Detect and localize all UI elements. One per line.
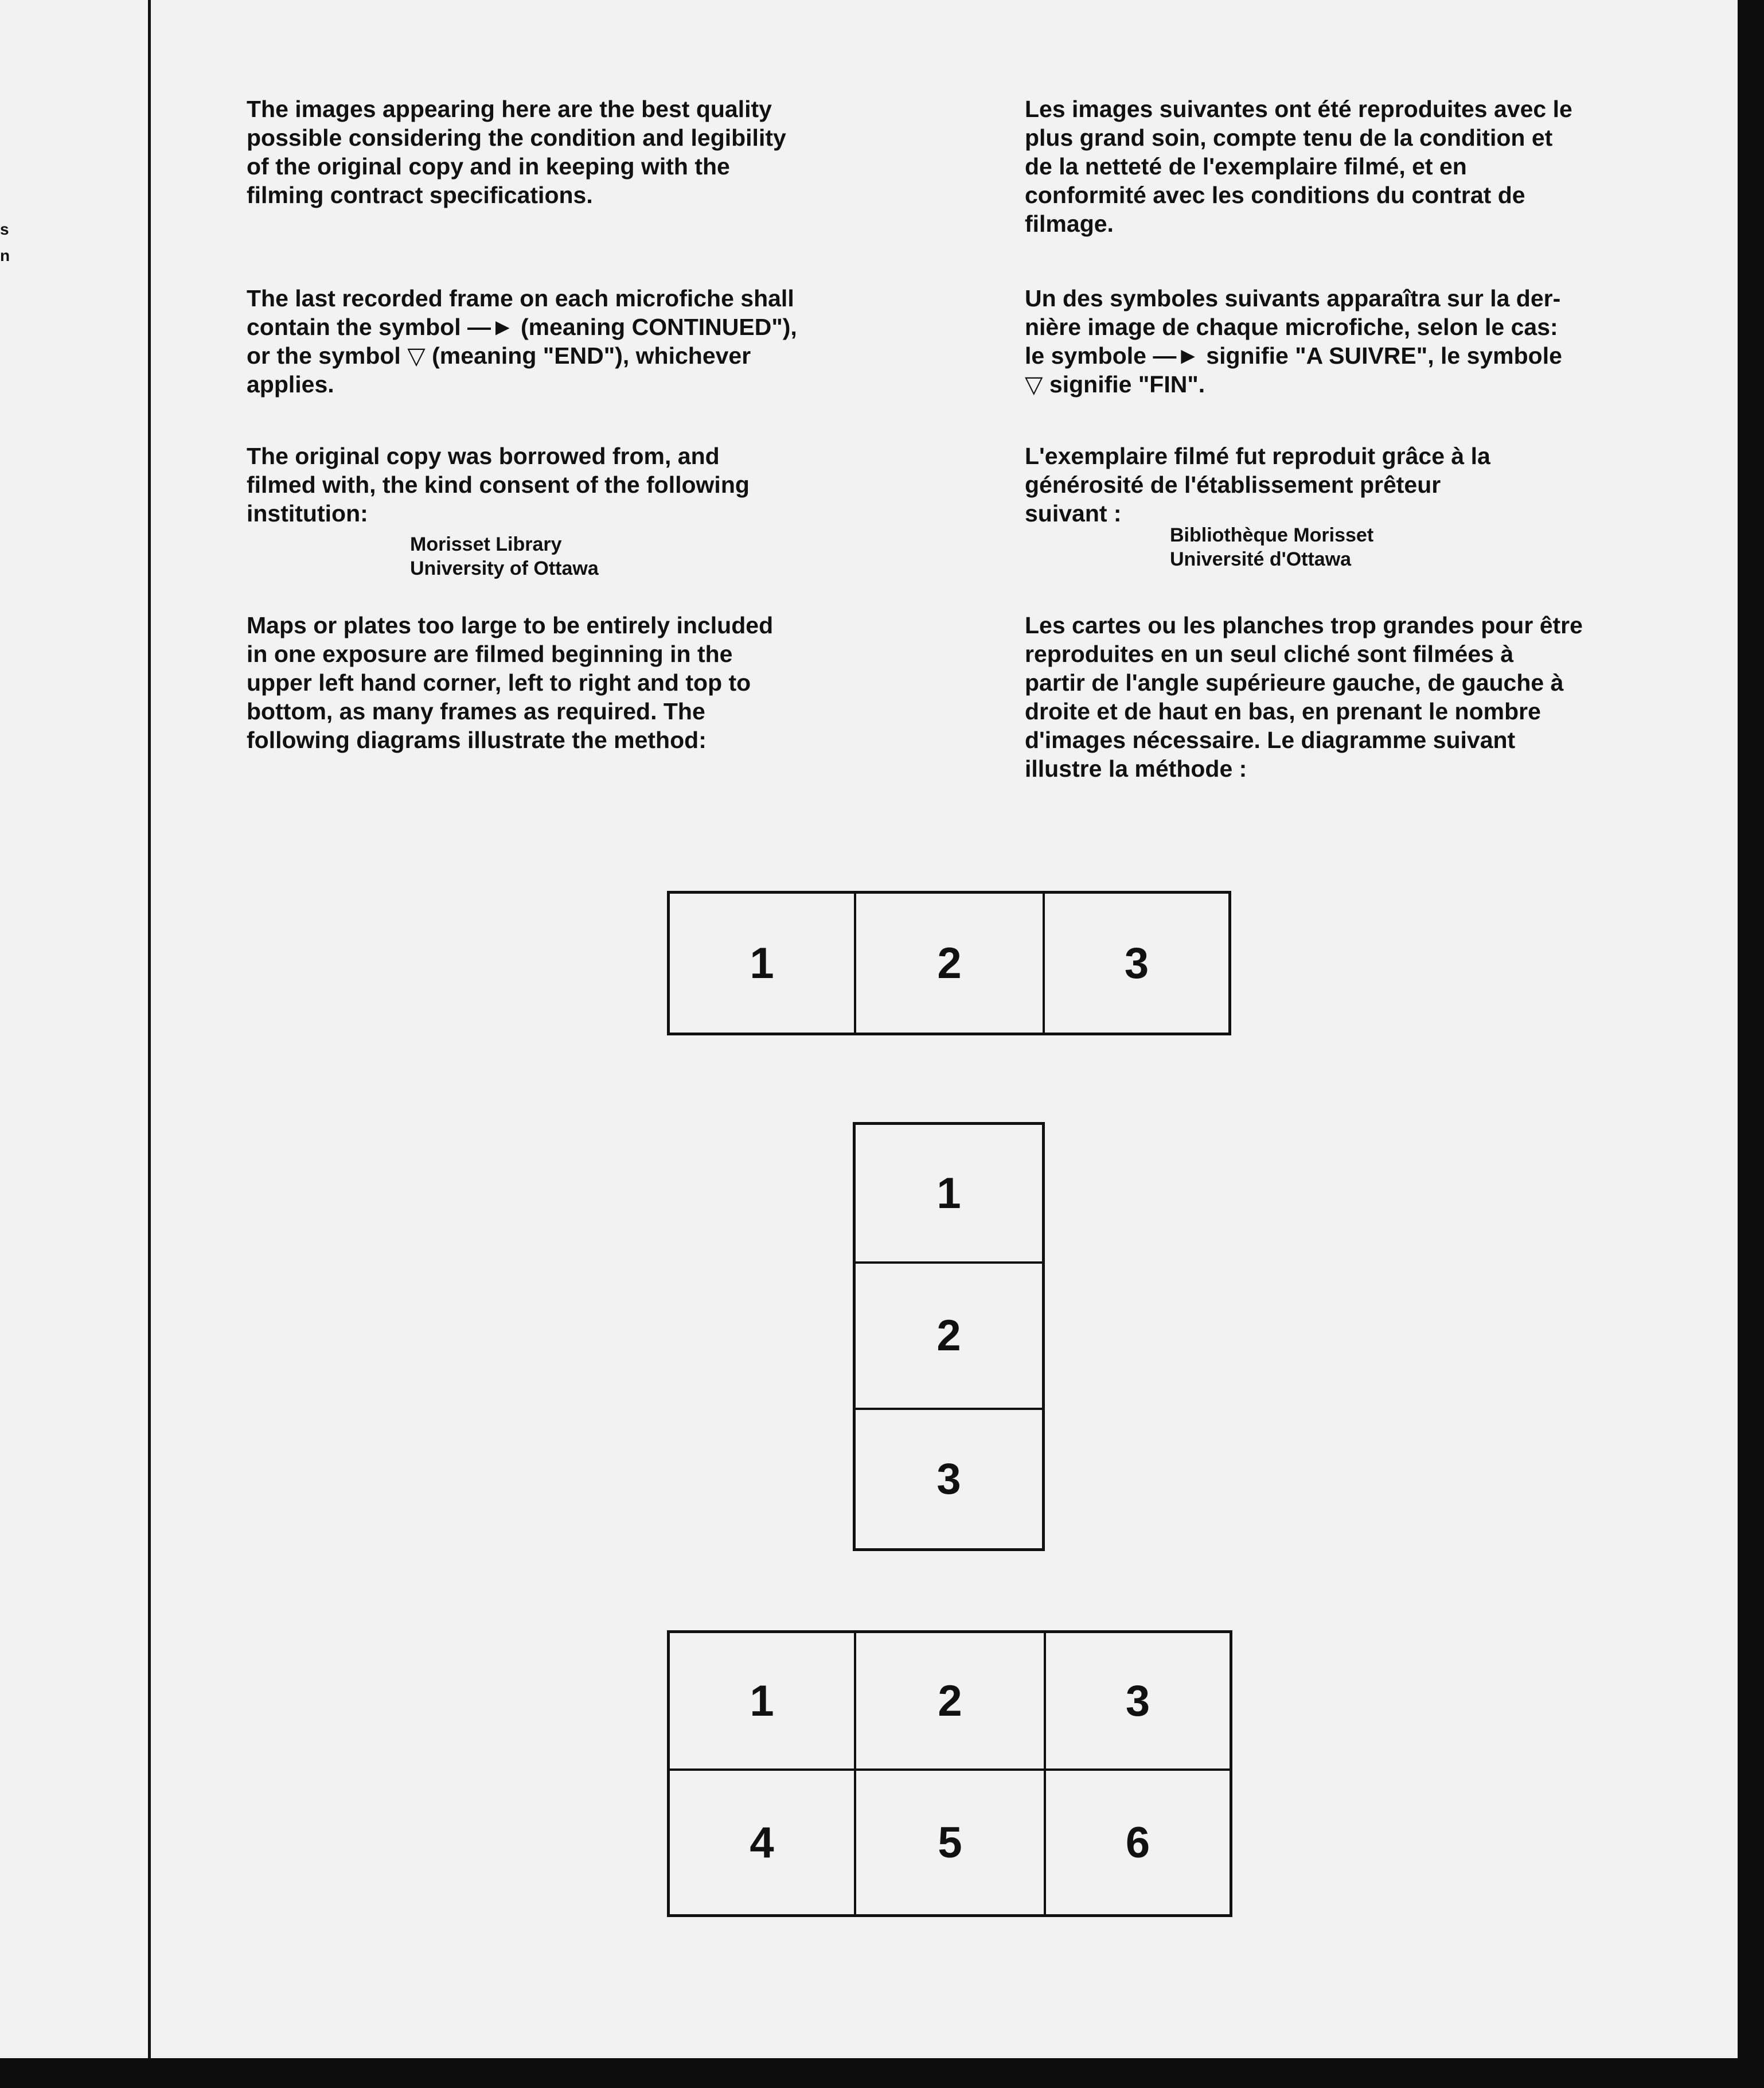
text-line: possible considering the condition and legibility — [247, 124, 786, 151]
frame-cell: 5 — [856, 1771, 1046, 1914]
text-line: reproduites en un seul cliché sont filmées à — [1025, 641, 1514, 667]
frame-cell: 3 — [1124, 938, 1149, 988]
institution-name-en — [410, 532, 599, 581]
frame-cell: 1 — [670, 1633, 856, 1771]
text-line: générosité de l'établissement prêteur — [1025, 472, 1441, 498]
lender-paragraph-en — [247, 442, 889, 528]
text-line: following diagrams illustrate the method: — [247, 727, 707, 753]
text-line: filmage. — [1025, 211, 1114, 237]
text-line: Les cartes ou les planches trop grandes pour être — [1025, 612, 1583, 638]
text-line: Morisset Library — [410, 533, 562, 555]
text-line: de la netteté de l'exemplaire filmé, et en — [1025, 153, 1467, 180]
grid-diagram — [667, 1630, 1232, 1917]
quality-paragraph-fr — [1025, 95, 1679, 238]
maps-paragraph-fr — [1025, 611, 1679, 783]
text-line: in one exposure are filmed beginning in the — [247, 641, 733, 667]
scan-right-border — [1738, 0, 1764, 2088]
text-line: of the original copy and in keeping with the — [247, 153, 730, 180]
quality-paragraph-en — [247, 95, 889, 209]
edge-fragment: n — [0, 247, 10, 264]
frame-cell: 2 — [856, 1264, 1042, 1410]
frame-cell: 3 — [936, 1455, 961, 1503]
text-line: The last recorded frame on each microfiche shall — [247, 285, 794, 311]
frame-cell: 4 — [670, 1771, 856, 1914]
lender-paragraph-fr — [1025, 442, 1679, 528]
frame-cell: 3 — [1046, 1633, 1230, 1771]
text-line: illustre la méthode : — [1025, 755, 1247, 782]
scan-bottom-border — [0, 2058, 1764, 2088]
text-line: d'images nécessaire. Le diagramme suivant — [1025, 727, 1516, 753]
symbols-paragraph-en — [247, 284, 889, 399]
text-line: institution: — [247, 500, 368, 527]
text-line: applies. — [247, 371, 334, 398]
text-line: The original copy was borrowed from, and — [247, 443, 720, 469]
text-line: filmed with, the kind consent of the following — [247, 472, 750, 498]
frame-cell: 6 — [1125, 1818, 1150, 1867]
text-line: droite et de haut en bas, en prenant le nombre — [1025, 698, 1541, 724]
scan-left-border — [148, 0, 151, 2058]
edge-fragment: s — [0, 220, 9, 238]
text-line: Maps or plates too large to be entirely included — [247, 612, 774, 638]
institution-name-fr — [1170, 523, 1373, 571]
text-line: nière image de chaque microfiche, selon le cas: — [1025, 314, 1558, 340]
text-line: suivant : — [1025, 500, 1122, 527]
text-line: The images appearing here are the best quality — [247, 96, 772, 122]
text-line: L'exemplaire filmé fut reproduit grâce à la — [1025, 443, 1490, 469]
maps-paragraph-en — [247, 611, 889, 754]
text-line: upper left hand corner, left to right and top to — [247, 669, 751, 696]
text-line: Les images suivantes ont été reproduites avec le — [1025, 96, 1572, 122]
frame-cell: 2 — [856, 1633, 1046, 1771]
text-line: le symbole —► signifie "A SUIVRE", le symbole — [1025, 342, 1562, 369]
frame-cell: 2 — [856, 894, 1045, 1033]
symbols-paragraph-fr — [1025, 284, 1679, 399]
text-line: conformité avec les conditions du contrat de — [1025, 182, 1525, 208]
column-diagram — [853, 1122, 1045, 1551]
frame-cell: 1 — [670, 894, 856, 1033]
text-line: Bibliothèque Morisset — [1170, 524, 1374, 546]
text-line: or the symbol ▽ (meaning "END"), whichever — [247, 342, 751, 369]
text-line: Université d'Ottawa — [1170, 548, 1352, 570]
text-line: University of Ottawa — [410, 558, 599, 579]
row-diagram — [667, 891, 1231, 1035]
text-line: Un des symboles suivants apparaîtra sur la der- — [1025, 285, 1561, 311]
text-line: filming contract specifications. — [247, 182, 593, 208]
text-line: bottom, as many frames as required. The — [247, 698, 705, 724]
text-line: ▽ signifie "FIN". — [1025, 371, 1205, 398]
frame-cell: 1 — [856, 1125, 1042, 1264]
text-line: plus grand soin, compte tenu de la condition et — [1025, 124, 1553, 151]
text-line: partir de l'angle supérieure gauche, de gauche à — [1025, 669, 1564, 696]
text-line: contain the symbol —► (meaning CONTINUED"), — [247, 314, 797, 340]
